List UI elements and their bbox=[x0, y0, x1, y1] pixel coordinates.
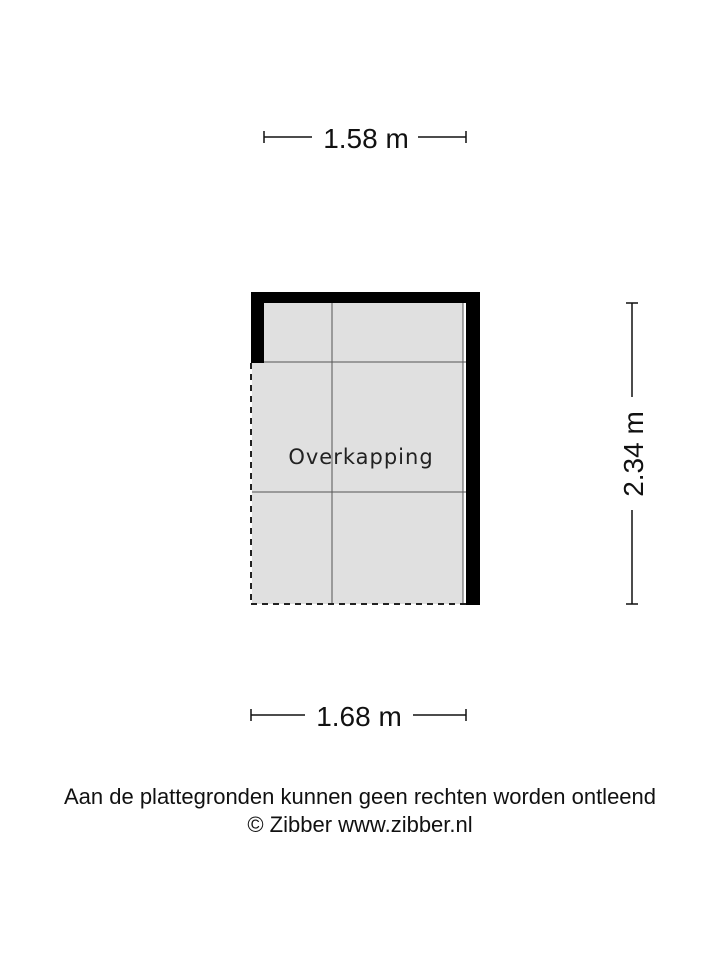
dimension-bottom-label: 1.68 m bbox=[316, 701, 402, 732]
wall-right bbox=[466, 292, 480, 605]
wall-left-stub bbox=[251, 292, 264, 363]
room-label: Overkapping bbox=[288, 445, 434, 469]
dimension-right-label: 2.34 m bbox=[618, 411, 649, 497]
dimension-right bbox=[618, 303, 649, 604]
copyright-text: © Zibber www.zibber.nl bbox=[247, 812, 473, 837]
dimension-bottom bbox=[251, 701, 466, 732]
disclaimer-text: Aan de plattegronden kunnen geen rechten worden ontleend bbox=[63, 784, 657, 809]
dimension-top bbox=[264, 123, 466, 154]
wall-top bbox=[251, 292, 480, 303]
dimension-top-label: 1.58 m bbox=[323, 123, 409, 154]
